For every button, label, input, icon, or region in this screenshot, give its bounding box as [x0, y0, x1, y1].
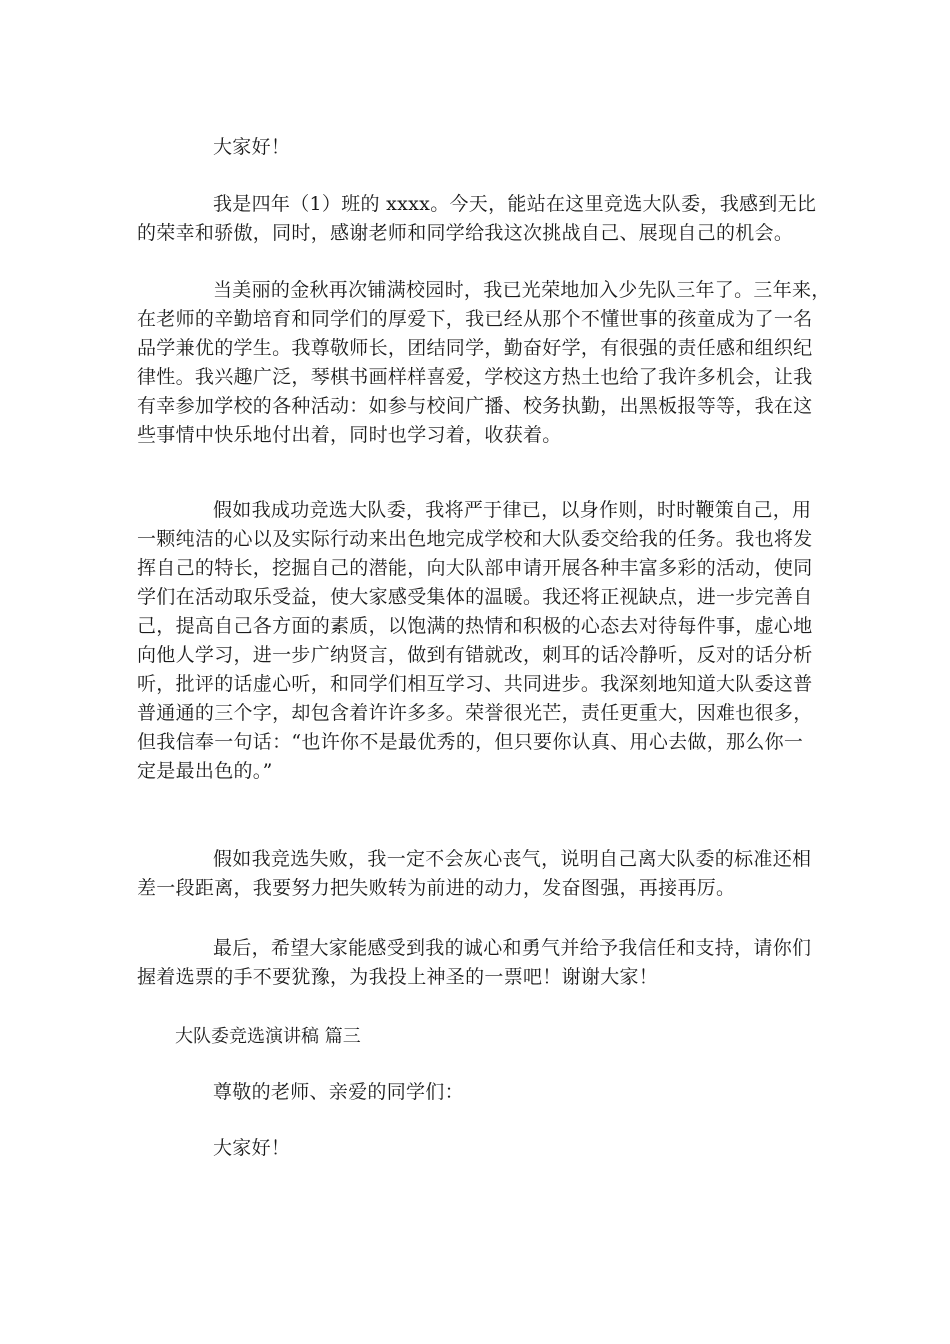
failure-plan-paragraph	[137, 845, 812, 903]
text-line: 假如我竞选失败，我一定不会灰心丧气，说明自己离大队委的标准还相	[213, 848, 812, 870]
text-line: 己，提高自己各方面的素质，以饱满的热情和积极的心态去对待每件事，虚心地	[137, 615, 813, 637]
text-line: 的荣幸和骄傲，同时，感谢老师和同学给我这次挑战自己、展现自己的机会。	[137, 222, 794, 244]
text-line: 大家好！	[213, 1137, 291, 1159]
text-line: 假如我成功竞选大队委，我将严于律已，以身作则，时时鞭策自己，用	[213, 499, 812, 521]
experience-paragraph	[137, 276, 831, 450]
text-line: 尊敬的老师、亲爱的同学们：	[213, 1081, 464, 1103]
text-line: 普通通的三个字，却包含着许许多多。荣誉很光芒，责任更重大，因难也很多，	[137, 702, 813, 724]
text-line: 定是最出色的。”	[137, 760, 273, 782]
text-line: 向他人学习，进一步广纳贤言，做到有错就改，刺耳的话冷静听，反对的话分析	[137, 644, 813, 666]
text-line: 差一段距离，我要努力把失败转为前进的动力，发奋图强，再接再厉。	[137, 877, 736, 899]
text-line: 学们在活动取乐受益，使大家感受集体的温暖。我还将正视缺点，进一步完善自	[137, 586, 813, 608]
greeting-paragraph-2	[137, 1134, 812, 1163]
section-heading: 大队委竞选演讲稿 篇三	[175, 1026, 361, 1047]
text-line: 有幸参加学校的各种活动：如参与校间广播、校务执勤，出黑板报等等，我在这	[137, 395, 813, 417]
text-line: 当美丽的金秋再次铺满校园时，我已光荣地加入少先队三年了。三年来，	[213, 279, 831, 301]
text-line: 最后，希望大家能感受到我的诚心和勇气并给予我信任和支持，请你们	[213, 937, 812, 959]
text-line: 在老师的辛勤培育和同学们的厚爱下，我已经从那个不懂世事的孩童成为了一名	[137, 308, 813, 330]
greeting-paragraph	[137, 133, 812, 162]
success-plan-paragraph	[137, 496, 812, 786]
text-line: 些事情中快乐地付出着，同时也学习着，收获着。	[137, 424, 562, 446]
text-line: 律性。我兴趣广泛，琴棋书画样样喜爱，学校这方热土也给了我许多机会，让我	[137, 366, 813, 388]
closing-paragraph	[137, 934, 812, 992]
self-intro-paragraph	[137, 190, 817, 248]
text-line: 大家好！	[213, 136, 291, 158]
text-line: 听，批评的话虚心听，和同学们相互学习、共同进步。我深刻地知道大队委这普	[137, 673, 813, 695]
text-line: 品学兼优的学生。我尊敬师长，团结同学，勤奋好学，有很强的责任感和组织纪	[137, 337, 813, 359]
salutation-paragraph	[137, 1078, 812, 1107]
text-line: 一颗纯洁的心以及实际行动来出色地完成学校和大队委交给我的任务。我也将发	[137, 528, 813, 550]
text-line: 我是四年（1）班的 xxxx。今天，能站在这里竞选大队委，我感到无比	[213, 193, 817, 215]
text-line: 挥自己的特长，挖掘自己的潜能，向大队部申请开展各种丰富多彩的活动，使同	[137, 557, 813, 579]
text-line: 握着选票的手不要犹豫，为我投上神圣的一票吧！谢谢大家！	[137, 966, 659, 988]
text-line: 但我信奉一句话：“也许你不是最优秀的，但只要你认真、用心去做，那么你一	[137, 731, 804, 753]
